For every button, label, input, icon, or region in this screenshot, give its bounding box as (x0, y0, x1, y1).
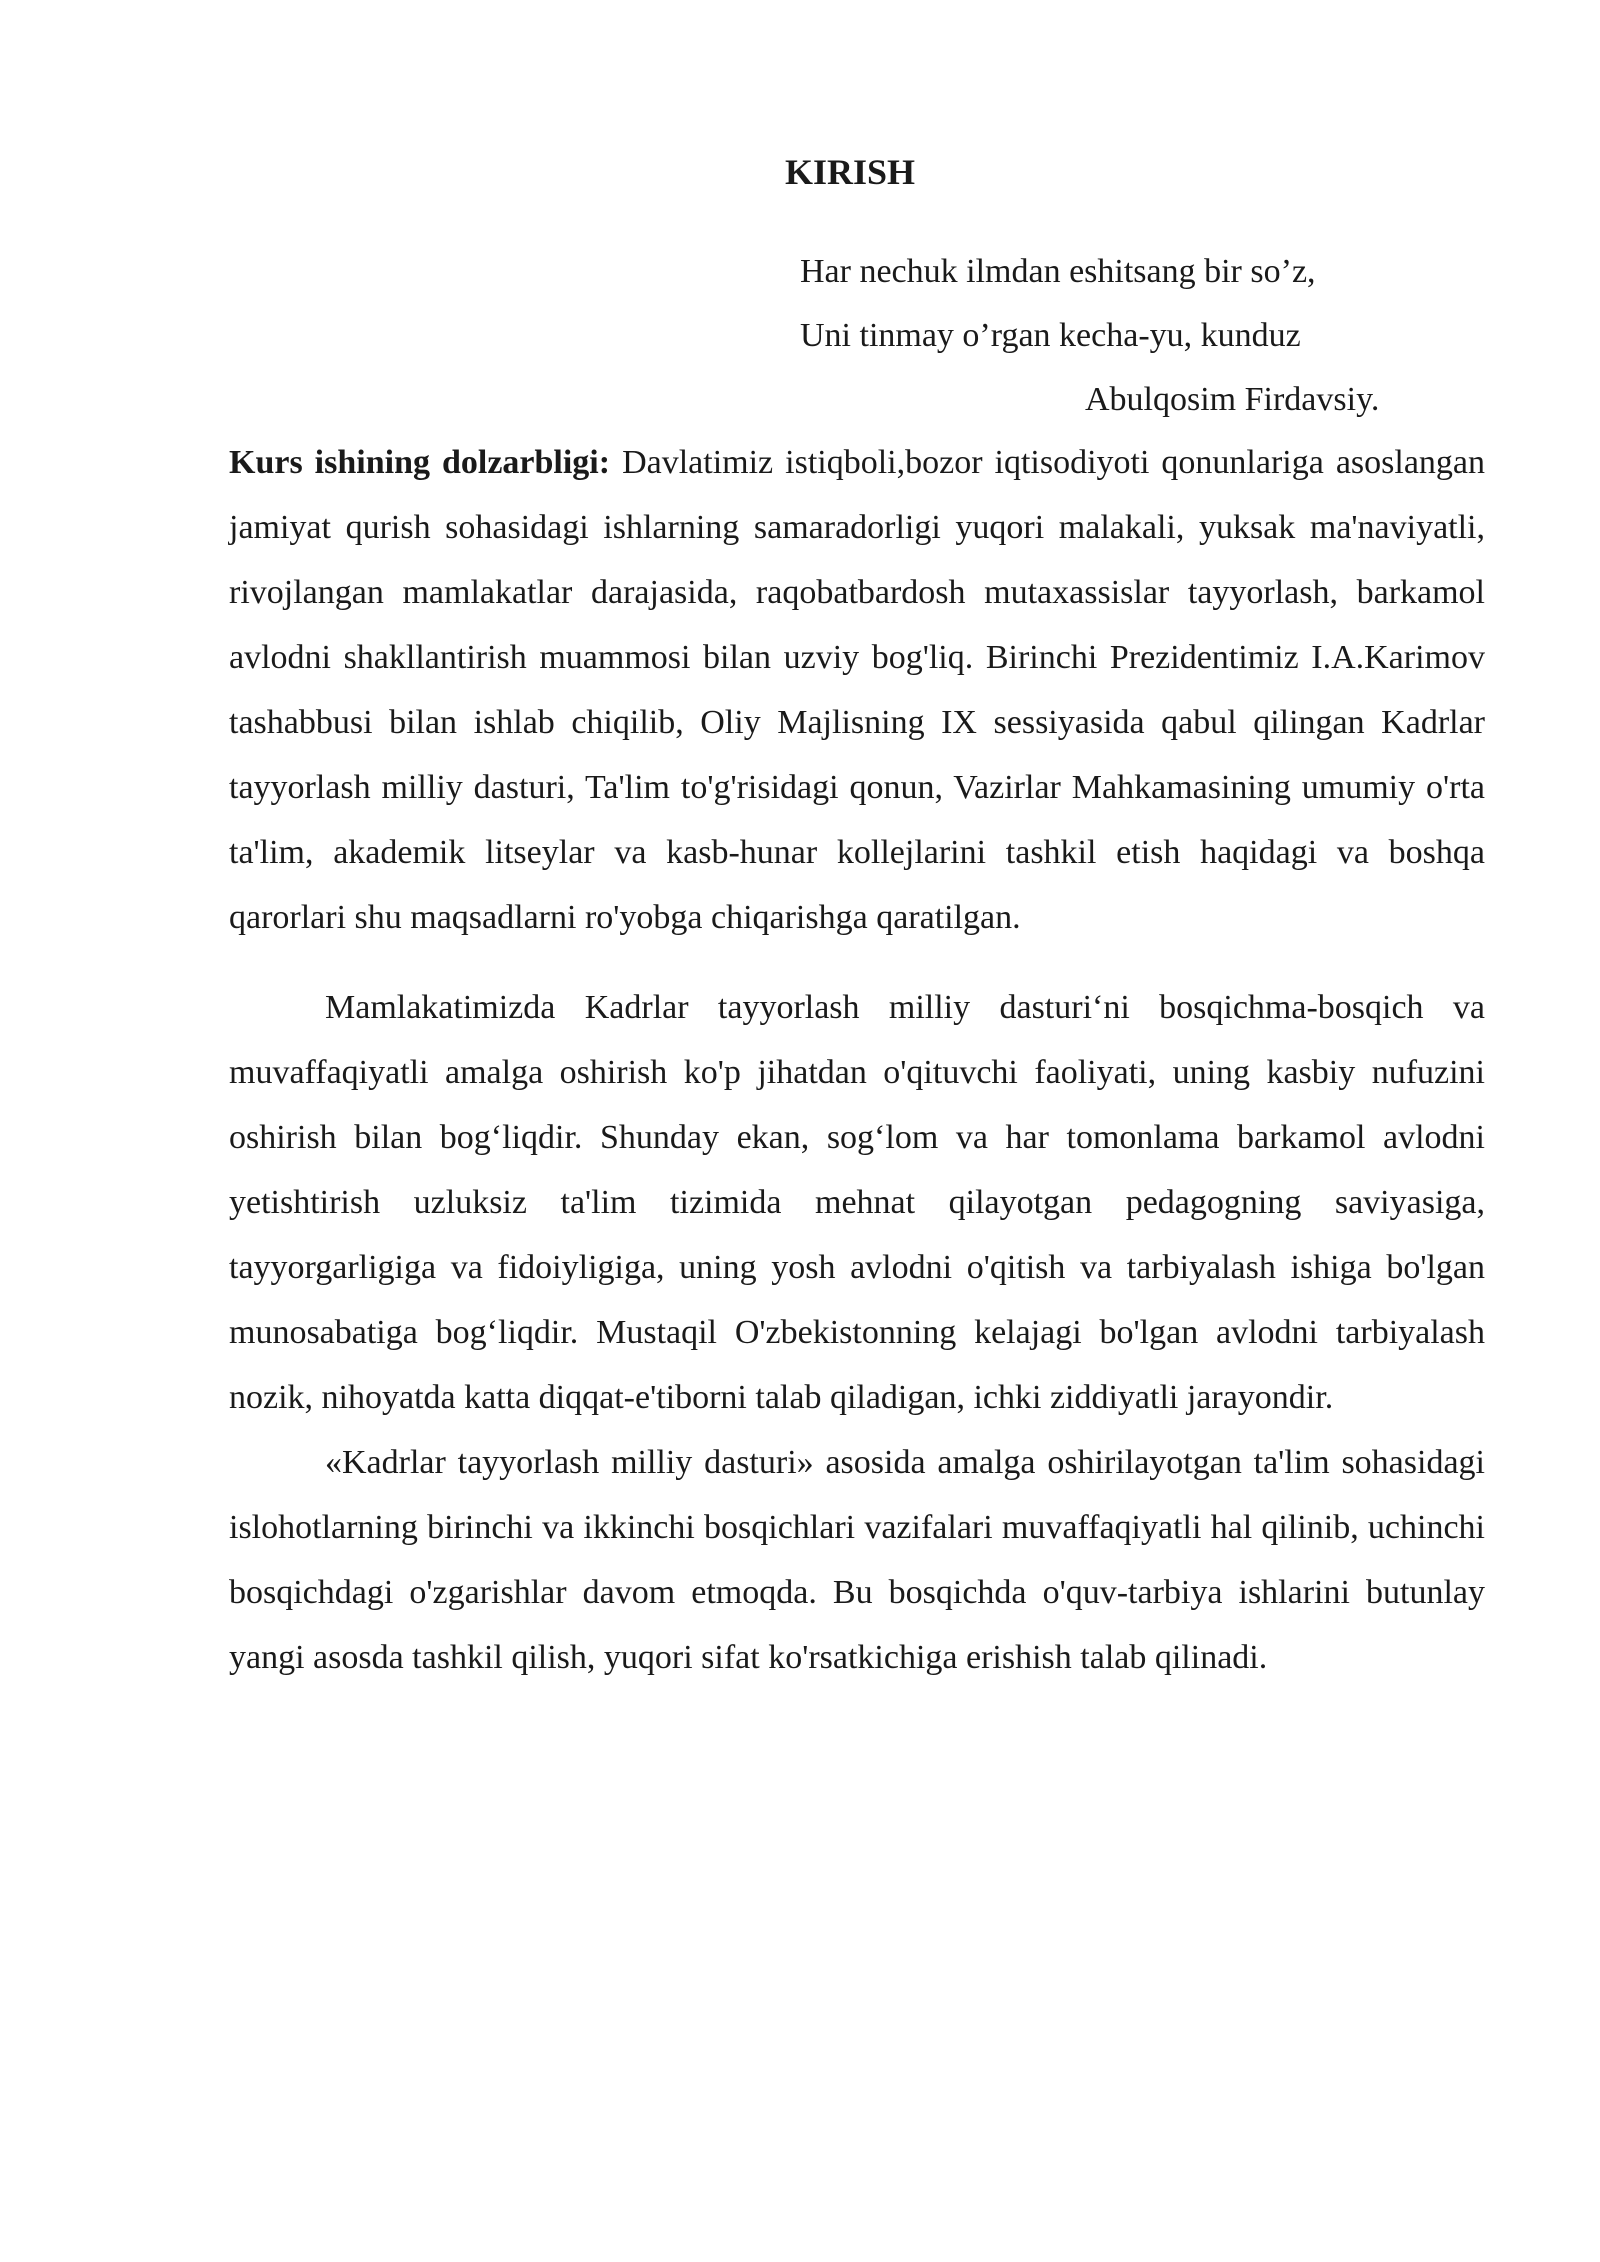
document-title: KIRISH (784, 152, 916, 192)
relevance-text: Davlatimiz istiqboli,bozor iqtisodiyoti qonunlariga asoslangan jamiyat qurish sohasidagi ishlarning samaradorligi yuqori malakali, yuksak ma'naviyatli, rivojlangan mamlakatlar darajasida, raqobatbardosh mutaxassislar tayyorlash, barkamol avlodni shakllantirish muammosi bilan uzviy bog'liq. Birinchi Prezidentimiz I.A.Karimov tashabbusi bilan ishlab chiqilib, Oliy Majlisning IX sessiyasida qabul qilingan Kadrlar tayyorlash milliy dasturi, Ta'lim to'g'risidagi qonun, Vazirlar Mahkamasining umumiy o'rta ta'lim, akademik litseylar va kasb-hunar kollejlarini tashkil etish haqidagi va boshqa qarorlari shu maqsadlarni ro'yobga chiqarishga qaratilgan. (229, 444, 1486, 936)
epigraph-author: Abulqosim Firdavsiy. (1085, 381, 1380, 418)
paragraph-relevance (229, 430, 1485, 950)
epigraph-line-1: Har nechuk ilmdan eshitsang bir so’z, (800, 253, 1316, 290)
paragraph-2: Mamlakatimizda Kadrlar tayyorlash milliy dasturi‘ni bosqichma-bosqich va muvaffaqiyatli amalga oshirish ko'p jihatdan o'qituvchi faoliyati, uning kasbiy nufuzini oshirish bilan bog‘liqdir. Shunday ekan, sog‘lom va har tomonlama barkamol avlodni yetishtirish uzluksiz ta'lim tizimida mehnat qilayotgan pedagogning saviyasiga, tayyorgarligiga va fidoiyligiga, uning yosh avlodni o'qitish va tarbiyalash ishiga bo'lgan munosabatiga bog‘liqdir. Mustaqil O'zbekistonning kelajagi bo'lgan avlodni tarbiyalash nozik, nihoyatda katta diqqat-e'tiborni talab qiladigan, ichki ziddiyatli jarayondir. (229, 989, 1485, 1416)
relevance-heading: Kurs ishining dolzarbligi: (229, 444, 611, 481)
paragraph-3: «Kadrlar tayyorlash milliy dasturi» asosida amalga oshirilayotgan ta'lim sohasidagi islohotlarning birinchi va ikkinchi bosqichlari vazifalari muvaffaqiyatli hal qilinib, uchinchi bosqichdagi o'zgarishlar davom etmoqda. Bu bosqichda o'quv-tarbiya ishlarini butunlay yangi asosda tashkil qilish, yuqori sifat ko'rsatkichiga erishish talab qilinadi. (229, 1444, 1485, 1676)
epigraph (800, 240, 1379, 432)
epigraph-line-2: Uni tinmay o’rgan kecha-yu, kunduz (800, 317, 1301, 354)
body-text (229, 430, 1485, 1690)
